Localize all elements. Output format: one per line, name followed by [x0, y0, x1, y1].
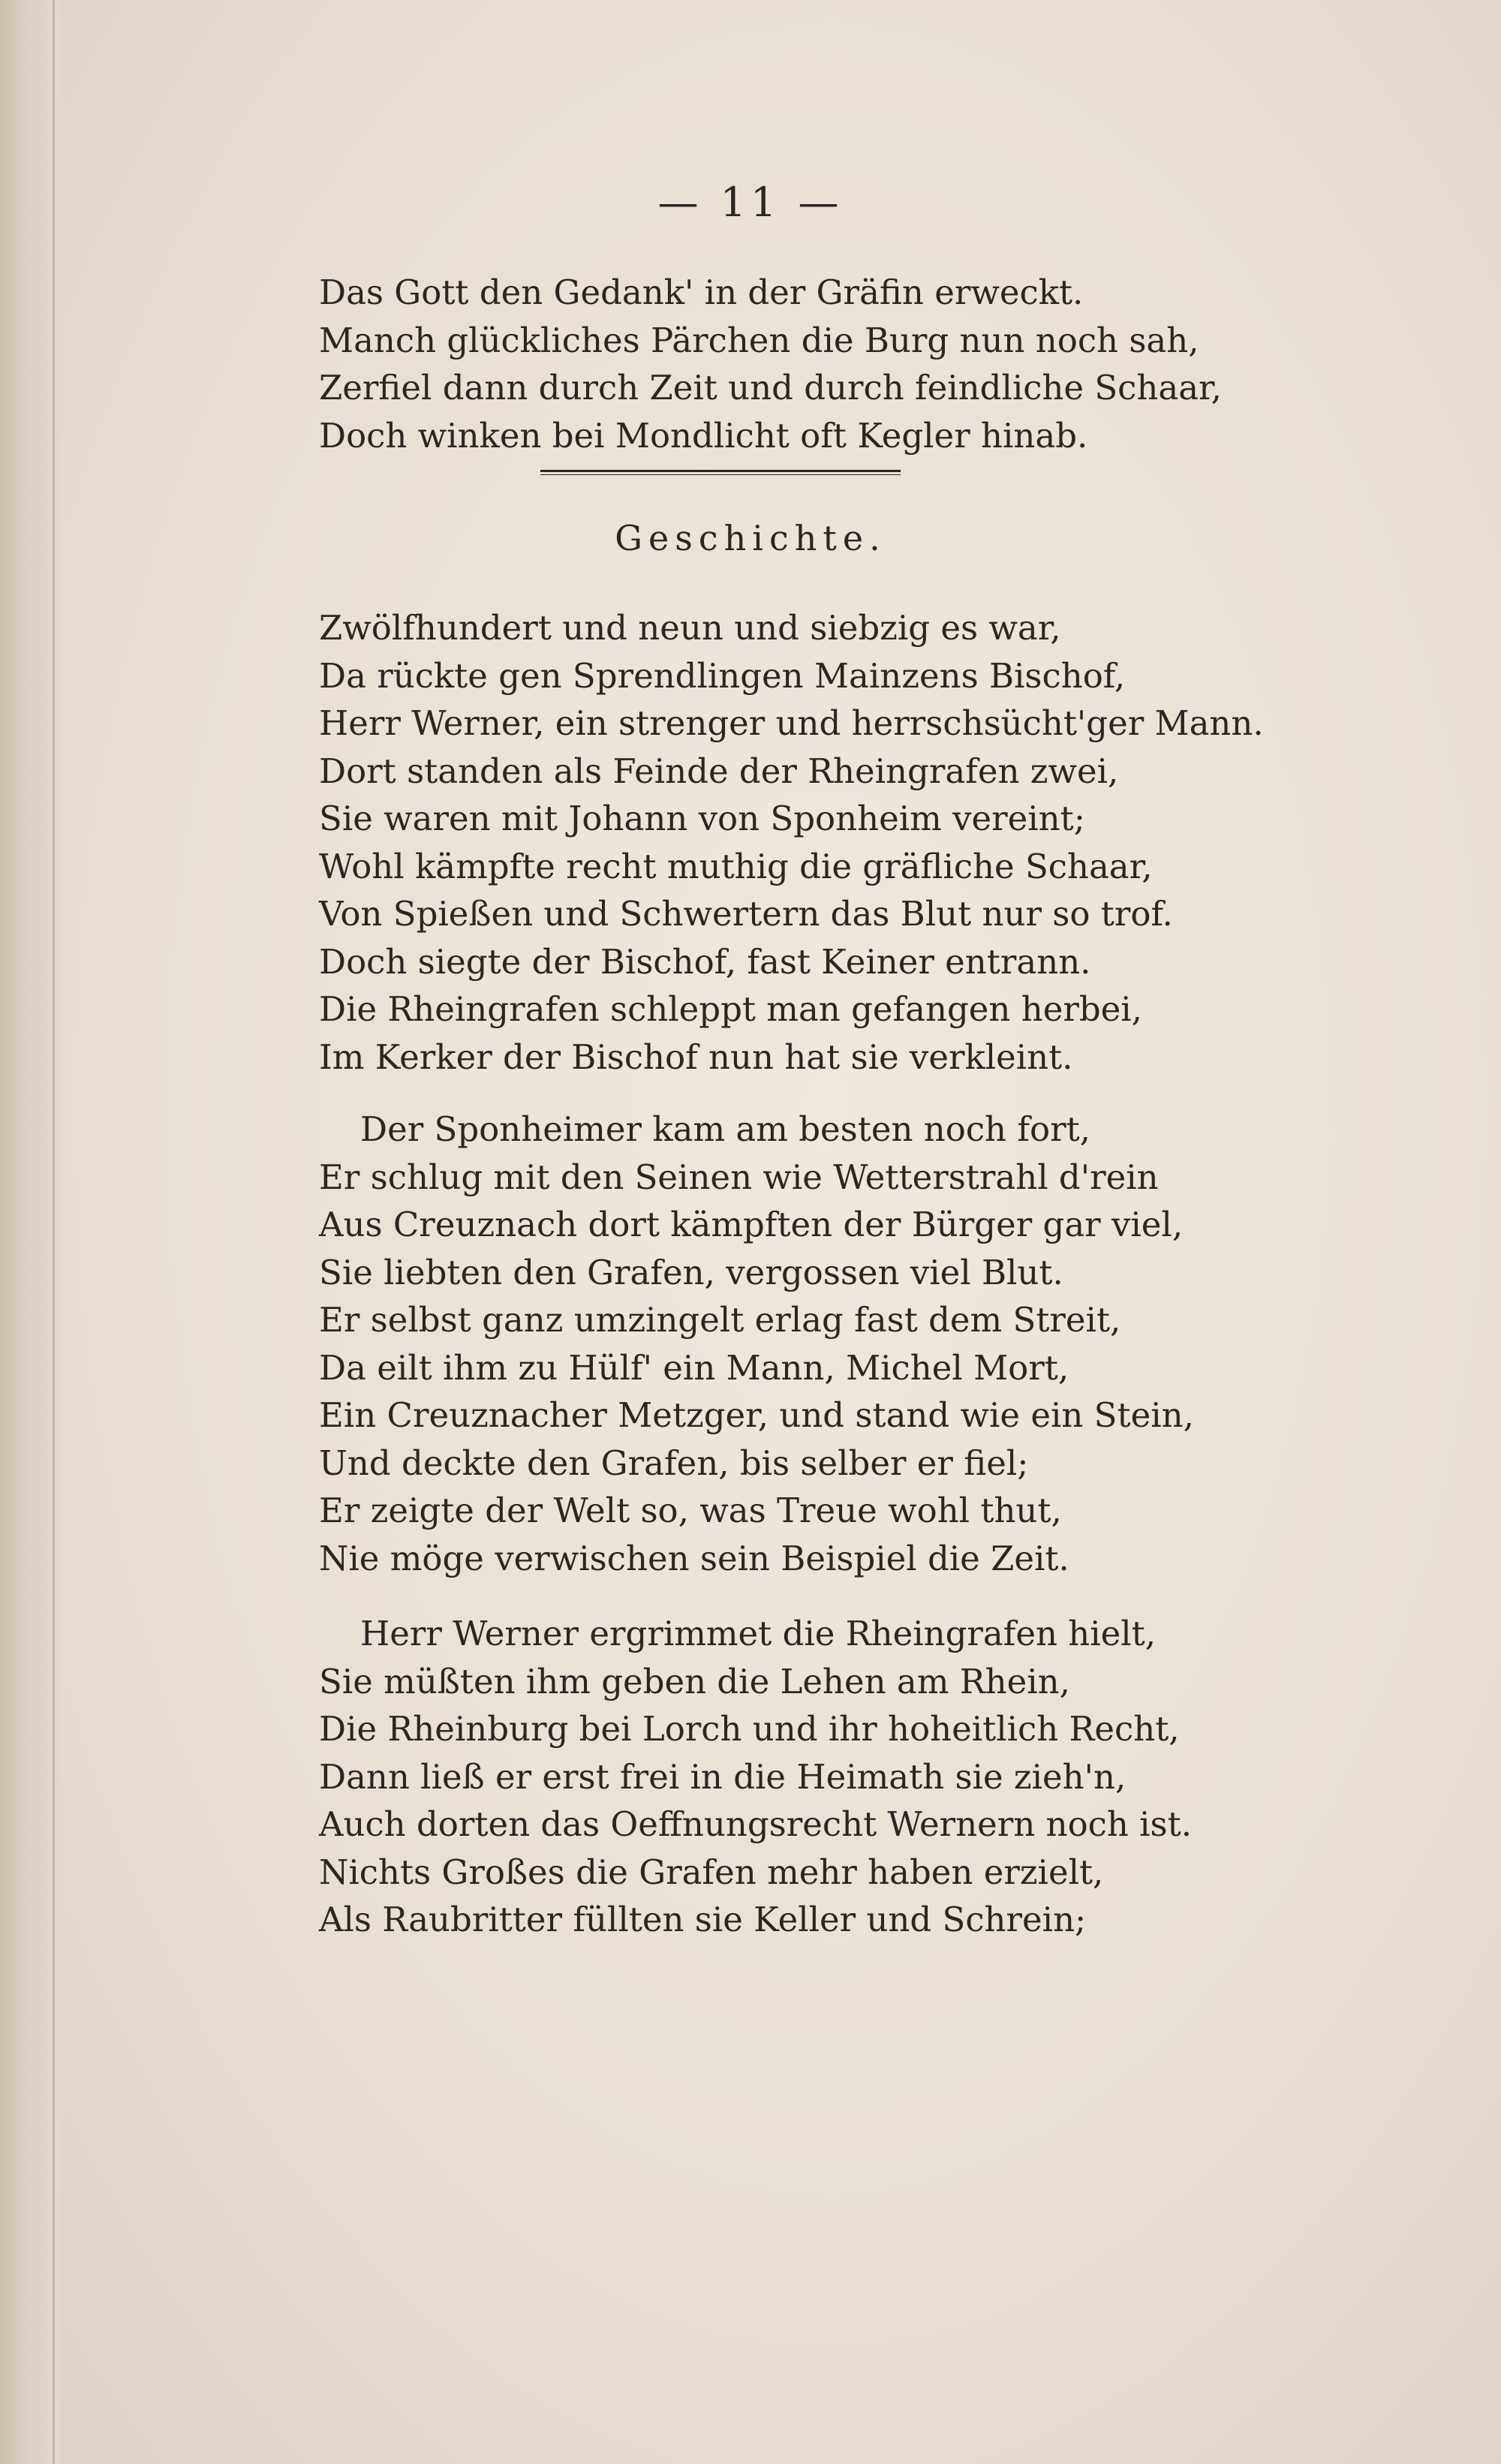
- verse-line: Im Kerker der Bischof nun hat sie verkleint.: [319, 1036, 1073, 1077]
- verse-line: Sie liebten den Grafen, vergossen viel Blut.: [319, 1252, 1063, 1292]
- verse-line: Dort standen als Feinde der Rheingrafen zwei,: [319, 751, 1119, 791]
- verse-line: Da rückte gen Sprendlingen Mainzens Bischof,: [319, 655, 1126, 696]
- verse-line: Nie möge verwischen sein Beispiel die Zeit.: [319, 1538, 1069, 1578]
- verse-line: Das Gott den Gedank' in der Gräfin erweckt.: [319, 272, 1084, 312]
- verse-line: Aus Creuznach dort kämpften der Bürger gar viel,: [319, 1205, 1184, 1244]
- verse-line: Sie waren mit Johann von Sponheim vereint;: [319, 799, 1085, 838]
- verse-line: Er selbst ganz umzingelt erlag fast dem Streit,: [319, 1300, 1121, 1340]
- verse-line: Doch winken bei Mondlicht oft Kegler hinab.: [319, 415, 1088, 456]
- stanza-top: [319, 269, 1222, 459]
- verse-line: Da eilt ihm zu Hülf' ein Mann, Michel Mort,: [319, 1347, 1069, 1388]
- verse-line: Die Rheinburg bei Lorch und ihr hoheitlich Recht,: [319, 1709, 1180, 1749]
- verse-line: Manch glückliches Pärchen die Burg nun noch sah,: [319, 320, 1199, 360]
- verse-line: Der Sponheimer kam am besten noch fort,: [360, 1109, 1090, 1149]
- stanza-3: [319, 1610, 1193, 1944]
- verse-line: Zwölfhundert und neun und siebzig es war,: [319, 608, 1061, 648]
- verse-line: Als Raubritter füllten sie Keller und Schrein;: [319, 1900, 1087, 1939]
- verse-line: Die Rheingrafen schleppt man gefangen herbei,: [319, 989, 1142, 1029]
- section-heading: Geschichte.: [615, 518, 886, 558]
- verse-line: Er schlug mit den Seinen wie Wetterstrahl d'rein: [319, 1157, 1159, 1197]
- stanza-2: [319, 1106, 1194, 1582]
- verse-line: Herr Werner, ein strenger und herrschsücht'ger Mann.: [319, 703, 1264, 743]
- verse-line: Dann ließ er erst frei in die Heimath sie zieh'n,: [319, 1756, 1127, 1797]
- stanza-1: [319, 604, 1264, 1081]
- verse-line: Herr Werner ergrimmet die Rheingrafen hielt,: [360, 1614, 1157, 1653]
- page-gutter: [0, 0, 60, 2464]
- verse-line: Auch dorten das Oeffnungsrecht Wernern noch ist.: [319, 1804, 1193, 1844]
- page-number: — 11 —: [657, 179, 844, 226]
- gutter-line: [53, 0, 55, 2464]
- verse-line: Ein Creuznacher Metzger, und stand wie ein Stein,: [319, 1395, 1194, 1435]
- verse-line: Zerfiel dann durch Zeit und durch feindliche Schaar,: [319, 368, 1222, 408]
- section-divider: [540, 470, 901, 475]
- verse-line: Von Spießen und Schwertern das Blut nur so trof.: [319, 894, 1173, 934]
- verse-line: Er zeigte der Welt so, was Treue wohl thut,: [319, 1491, 1062, 1530]
- verse-line: Wohl kämpfte recht muthig die gräfliche Schaar,: [319, 846, 1153, 886]
- verse-line: Sie müßten ihm geben die Lehen am Rhein,: [319, 1661, 1070, 1701]
- verse-line: Und deckte den Grafen, bis selber er fiel;: [319, 1443, 1029, 1483]
- verse-line: Nichts Großes die Grafen mehr haben erzielt,: [319, 1852, 1104, 1892]
- verse-line: Doch siegte der Bischof, fast Keiner entrann.: [319, 941, 1091, 982]
